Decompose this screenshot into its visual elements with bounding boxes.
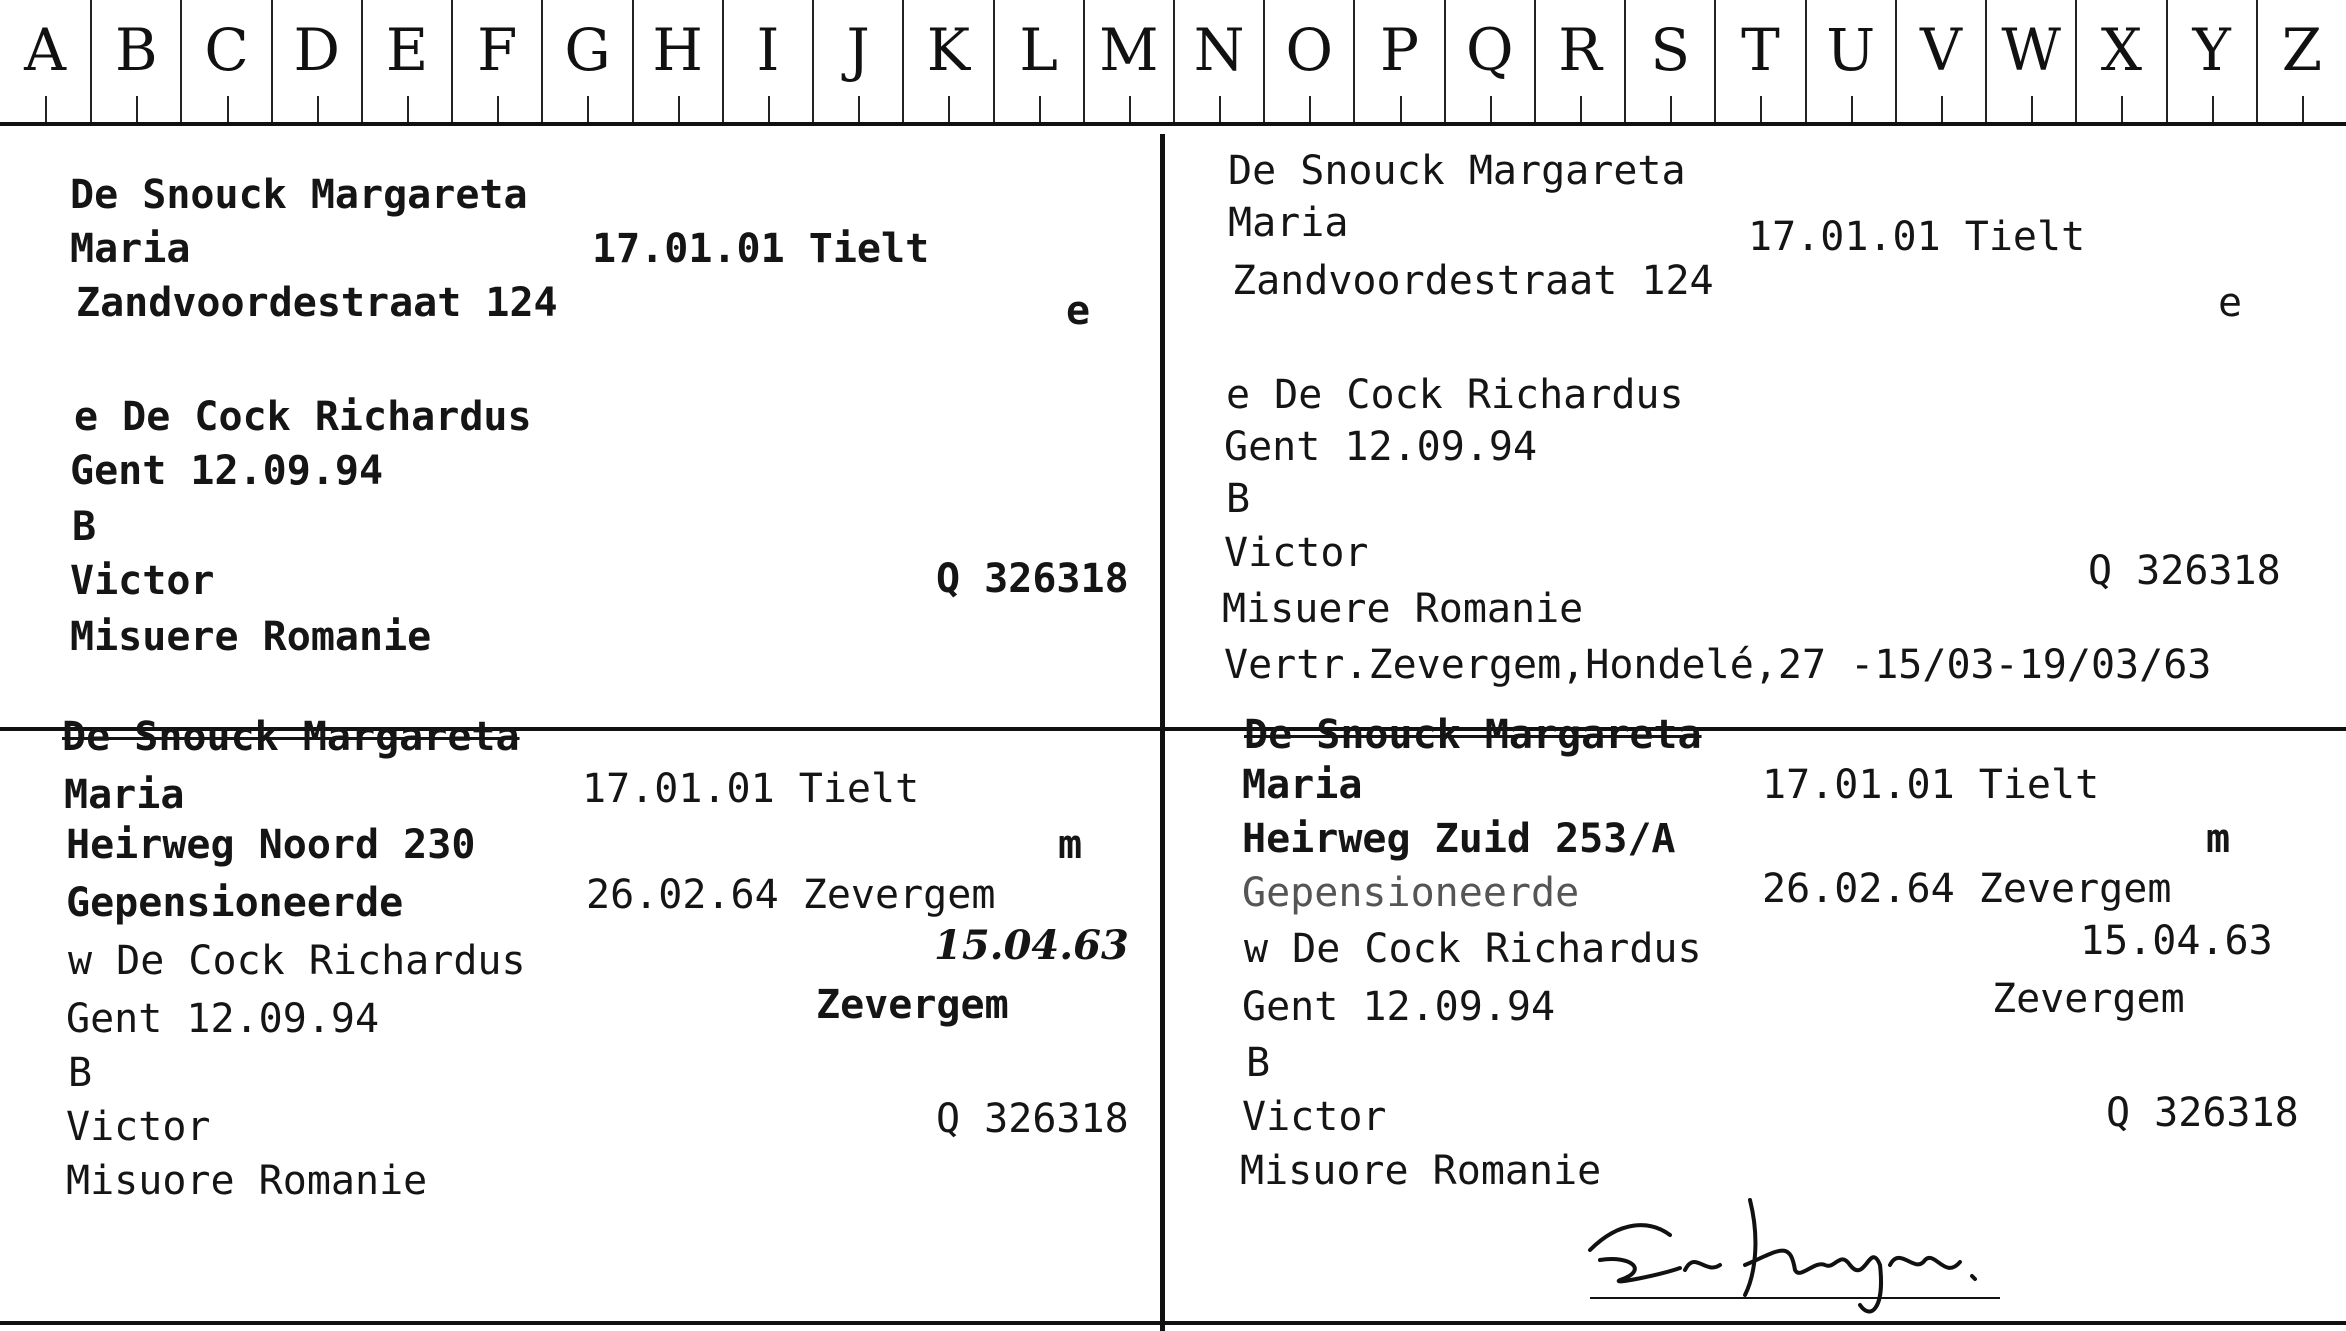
card-occupation: Gepensioneerde xyxy=(66,880,404,926)
alphabet-letter-z: Z xyxy=(2256,0,2346,122)
alphabet-letter-h: H xyxy=(632,0,722,122)
alphabet-letter-s: S xyxy=(1624,0,1714,122)
vertical-divider xyxy=(1160,134,1165,1331)
card-name-line1: De Snouck Margareta xyxy=(62,714,520,760)
alphabet-letter-k: K xyxy=(902,0,992,122)
alphabet-letter-v: V xyxy=(1895,0,1985,122)
alphabet-letter-u: U xyxy=(1805,0,1895,122)
card-address: Zandvoordestraat 124 xyxy=(76,280,558,326)
card-father: Victor xyxy=(70,558,215,604)
alphabet-tick xyxy=(407,96,409,122)
alphabet-letter-c: C xyxy=(180,0,270,122)
card-nationality: B xyxy=(68,1050,93,1096)
alphabet-letter-t: T xyxy=(1714,0,1804,122)
card-code: Q 326318 xyxy=(2106,1090,2299,1136)
alphabet-letter-b: B xyxy=(90,0,180,122)
alphabet-letter-p: P xyxy=(1353,0,1443,122)
alphabet-tick xyxy=(587,96,589,122)
alphabet-letter-g: G xyxy=(541,0,631,122)
card-mother: Misuore Romanie xyxy=(1240,1148,1602,1194)
alphabet-tick xyxy=(948,96,950,122)
alphabet-tick xyxy=(2212,96,2214,122)
card-spouse: e De Cock Richardus xyxy=(74,394,532,440)
card-name-line2: Maria xyxy=(1242,762,1363,808)
card-spouse: e De Cock Richardus xyxy=(1226,372,1684,418)
alphabet-letter-q: Q xyxy=(1444,0,1534,122)
alphabet-tick xyxy=(2121,96,2123,122)
card-mother: Misuere Romanie xyxy=(1222,586,1584,632)
card-birth: 17.01.01 Tielt xyxy=(582,766,920,812)
alphabet-tick xyxy=(1851,96,1853,122)
alphabet-tick xyxy=(678,96,680,122)
alphabet-tick xyxy=(1760,96,1762,122)
card-name-line1: De Snouck Margareta xyxy=(70,172,528,218)
card-address: Heirweg Noord 230 xyxy=(66,822,476,868)
card-nationality: B xyxy=(1226,476,1251,522)
alphabet-letter-j: J xyxy=(812,0,902,122)
card-place-2: Zevergem xyxy=(816,982,1009,1028)
alphabet-letter-f: F xyxy=(451,0,541,122)
handwritten-signature xyxy=(1580,1180,2020,1320)
card-spouse-birth: Gent 12.09.94 xyxy=(66,996,380,1042)
alphabet-tick xyxy=(2031,96,2033,122)
alphabet-tick xyxy=(1309,96,1311,122)
card-name-line1: De Snouck Margareta xyxy=(1228,148,1686,194)
alphabet-tick xyxy=(768,96,770,122)
card-birth: 17.01.01 Tielt xyxy=(592,226,930,272)
alphabet-letter-m: M xyxy=(1083,0,1173,122)
card-mark: e xyxy=(1066,288,1091,334)
alphabet-letter-y: Y xyxy=(2166,0,2256,122)
card-code: Q 326318 xyxy=(936,1096,1129,1142)
alphabet-tick xyxy=(45,96,47,122)
alphabet-letter-e: E xyxy=(361,0,451,122)
card-nationality: B xyxy=(1246,1040,1271,1086)
card-birth: 17.01.01 Tielt xyxy=(1762,762,2100,808)
alphabet-letter-d: D xyxy=(271,0,361,122)
card-nationality: B xyxy=(72,504,97,550)
alphabet-letter-a: A xyxy=(0,0,90,122)
alphabet-tick xyxy=(1219,96,1221,122)
card-spouse-birth: Gent 12.09.94 xyxy=(70,448,384,494)
card-mark: m xyxy=(1058,822,1083,868)
card-spouse-birth: Gent 12.09.94 xyxy=(1224,424,1538,470)
alphabet-letter-o: O xyxy=(1263,0,1353,122)
card-name-line2: Maria xyxy=(64,772,185,818)
card-occupation: Gepensioneerde xyxy=(1242,870,1580,916)
alphabet-tick xyxy=(1670,96,1672,122)
bottom-border xyxy=(0,1321,2346,1325)
alphabet-tick xyxy=(1039,96,1041,122)
alphabet-tick xyxy=(858,96,860,122)
card-address: Zandvoordestraat 124 xyxy=(1232,258,1714,304)
card-date-2: 15.04.63 xyxy=(2080,918,2273,964)
alphabet-letter-l: L xyxy=(993,0,1083,122)
card-name-line2: Maria xyxy=(1228,200,1349,246)
card-mother: Misuore Romanie xyxy=(66,1158,428,1204)
alphabet-letter-i: I xyxy=(722,0,812,122)
alphabet-tick xyxy=(1490,96,1492,122)
card-spouse: w De Cock Richardus xyxy=(1244,926,1702,972)
card-code: Q 326318 xyxy=(936,556,1129,602)
alphabet-index-strip xyxy=(0,0,2346,126)
card-place-2: Zevergem xyxy=(1992,976,2185,1022)
card-mother: Misuere Romanie xyxy=(70,614,432,660)
card-father: Victor xyxy=(66,1104,211,1150)
card-name-line1: De Snouck Margareta xyxy=(1244,712,1702,758)
card-departure-note: Vertr.Zevergem,Hondelé,27 -15/03-19/03/63 xyxy=(1224,642,2212,688)
card-father: Victor xyxy=(1224,530,1369,576)
card-birth: 17.01.01 Tielt xyxy=(1748,214,2086,260)
card-address: Heirweg Zuid 253/A xyxy=(1242,816,1676,862)
card-name-line2: Maria xyxy=(70,226,191,272)
alphabet-tick xyxy=(2302,96,2304,122)
alphabet-letter-x: X xyxy=(2075,0,2165,122)
card-spouse: w De Cock Richardus xyxy=(68,938,526,984)
alphabet-tick xyxy=(497,96,499,122)
card-mark: m xyxy=(2206,816,2231,862)
card-date-place-1: 26.02.64 Zevergem xyxy=(1762,866,2172,912)
card-code: Q 326318 xyxy=(2088,548,2281,594)
card-date-2: 15.04.63 xyxy=(934,922,1129,969)
card-spouse-birth: Gent 12.09.94 xyxy=(1242,984,1556,1030)
alphabet-tick xyxy=(1129,96,1131,122)
alphabet-tick xyxy=(1580,96,1582,122)
alphabet-letter-n: N xyxy=(1173,0,1263,122)
alphabet-letter-r: R xyxy=(1534,0,1624,122)
card-mark: e xyxy=(2218,280,2243,326)
alphabet-tick xyxy=(1400,96,1402,122)
card-date-place-1: 26.02.64 Zevergem xyxy=(586,872,996,918)
alphabet-tick xyxy=(136,96,138,122)
alphabet-letter-w: W xyxy=(1985,0,2075,122)
alphabet-tick xyxy=(317,96,319,122)
alphabet-tick xyxy=(1941,96,1943,122)
alphabet-tick xyxy=(227,96,229,122)
card-father: Victor xyxy=(1242,1094,1387,1140)
